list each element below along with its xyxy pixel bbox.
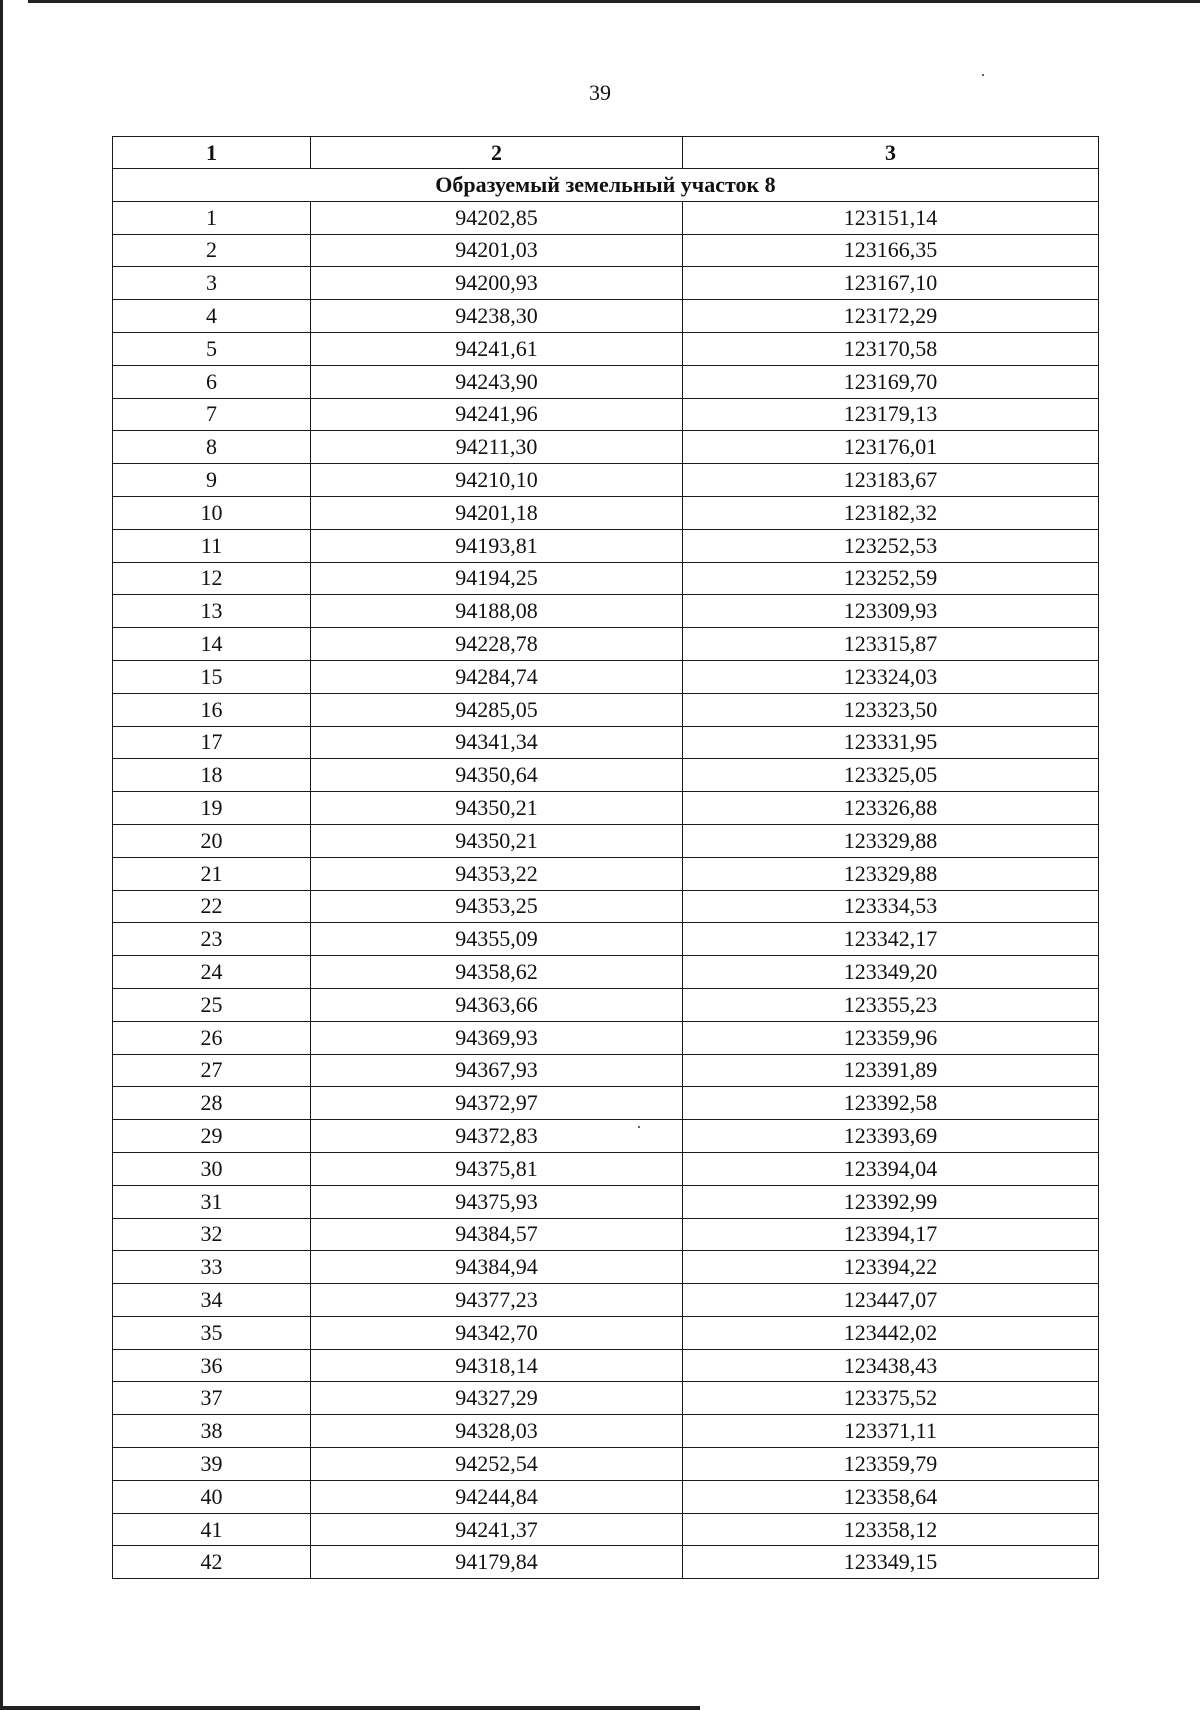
point-number-cell: 32 (113, 1218, 311, 1251)
x-coordinate-cell: 94318,14 (311, 1349, 683, 1382)
point-number-cell: 20 (113, 824, 311, 857)
point-number-cell: 33 (113, 1251, 311, 1284)
point-number-cell: 3 (113, 267, 311, 300)
point-number-cell: 12 (113, 562, 311, 595)
x-coordinate-cell: 94252,54 (311, 1448, 683, 1481)
y-coordinate-cell: 123394,17 (683, 1218, 1099, 1251)
point-number-cell: 39 (113, 1448, 311, 1481)
y-coordinate-cell: 123355,23 (683, 988, 1099, 1021)
table-row (113, 956, 1099, 989)
x-coordinate-cell: 94200,93 (311, 267, 683, 300)
x-coordinate-cell: 94211,30 (311, 431, 683, 464)
x-coordinate-cell: 94350,21 (311, 792, 683, 825)
y-coordinate-cell: 123438,43 (683, 1349, 1099, 1382)
point-number-cell: 26 (113, 1021, 311, 1054)
table-row (113, 1316, 1099, 1349)
x-coordinate-cell: 94363,66 (311, 988, 683, 1021)
point-number-cell: 38 (113, 1415, 311, 1448)
point-number-cell: 36 (113, 1349, 311, 1382)
y-coordinate-cell: 123394,04 (683, 1152, 1099, 1185)
y-coordinate-cell: 123392,58 (683, 1087, 1099, 1120)
y-coordinate-cell: 123393,69 (683, 1120, 1099, 1153)
table-row (113, 562, 1099, 595)
y-coordinate-cell: 123176,01 (683, 431, 1099, 464)
point-number-cell: 2 (113, 234, 311, 267)
y-coordinate-cell: 123183,67 (683, 464, 1099, 497)
point-number-cell: 14 (113, 628, 311, 661)
y-coordinate-cell: 123326,88 (683, 792, 1099, 825)
y-coordinate-cell: 123331,95 (683, 726, 1099, 759)
x-coordinate-cell: 94358,62 (311, 956, 683, 989)
table-row (113, 1415, 1099, 1448)
y-coordinate-cell: 123325,05 (683, 759, 1099, 792)
point-number-cell: 7 (113, 398, 311, 431)
y-coordinate-cell: 123391,89 (683, 1054, 1099, 1087)
x-coordinate-cell: 94372,83 (311, 1120, 683, 1153)
point-number-cell: 8 (113, 431, 311, 464)
column-header-x: 2 (311, 137, 683, 169)
table-row (113, 1087, 1099, 1120)
table-row (113, 792, 1099, 825)
y-coordinate-cell: 123375,52 (683, 1382, 1099, 1415)
x-coordinate-cell: 94210,10 (311, 464, 683, 497)
column-header-point-number: 1 (113, 137, 311, 169)
x-coordinate-cell: 94241,61 (311, 332, 683, 365)
y-coordinate-cell: 123442,02 (683, 1316, 1099, 1349)
x-coordinate-cell: 94244,84 (311, 1480, 683, 1513)
x-coordinate-cell: 94241,96 (311, 398, 683, 431)
y-coordinate-cell: 123151,14 (683, 201, 1099, 234)
point-number-cell: 34 (113, 1284, 311, 1317)
point-number-cell: 23 (113, 923, 311, 956)
table-row (113, 1120, 1099, 1153)
table-row (113, 988, 1099, 1021)
y-coordinate-cell: 123170,58 (683, 332, 1099, 365)
x-coordinate-cell: 94284,74 (311, 660, 683, 693)
point-number-cell: 1 (113, 201, 311, 234)
point-number-cell: 19 (113, 792, 311, 825)
y-coordinate-cell: 123349,20 (683, 956, 1099, 989)
table-row (113, 1185, 1099, 1218)
x-coordinate-cell: 94238,30 (311, 300, 683, 333)
x-coordinate-cell: 94384,94 (311, 1251, 683, 1284)
x-coordinate-cell: 94285,05 (311, 693, 683, 726)
table-row (113, 1251, 1099, 1284)
table-row (113, 1448, 1099, 1481)
table-row (113, 234, 1099, 267)
scan-edge-left (0, 0, 3, 1710)
y-coordinate-cell: 123324,03 (683, 660, 1099, 693)
x-coordinate-cell: 94243,90 (311, 365, 683, 398)
section-title: Образуемый земельный участок 8 (113, 169, 1099, 202)
x-coordinate-cell: 94350,64 (311, 759, 683, 792)
x-coordinate-cell: 94202,85 (311, 201, 683, 234)
table-row (113, 300, 1099, 333)
y-coordinate-cell: 123329,88 (683, 824, 1099, 857)
point-number-cell: 16 (113, 693, 311, 726)
y-coordinate-cell: 123166,35 (683, 234, 1099, 267)
table-row (113, 1218, 1099, 1251)
point-number-cell: 6 (113, 365, 311, 398)
y-coordinate-cell: 123179,13 (683, 398, 1099, 431)
table-row (113, 1054, 1099, 1087)
x-coordinate-cell: 94201,18 (311, 496, 683, 529)
y-coordinate-cell: 123315,87 (683, 628, 1099, 661)
point-number-cell: 4 (113, 300, 311, 333)
table-row (113, 1513, 1099, 1546)
table-row (113, 857, 1099, 890)
scan-edge-top (28, 0, 1200, 3)
x-coordinate-cell: 94355,09 (311, 923, 683, 956)
x-coordinate-cell: 94369,93 (311, 1021, 683, 1054)
coordinates-table (112, 136, 1099, 1579)
x-coordinate-cell: 94342,70 (311, 1316, 683, 1349)
y-coordinate-cell: 123309,93 (683, 595, 1099, 628)
point-number-cell: 31 (113, 1185, 311, 1218)
point-number-cell: 18 (113, 759, 311, 792)
x-coordinate-cell: 94327,29 (311, 1382, 683, 1415)
table-row (113, 464, 1099, 497)
y-coordinate-cell: 123371,11 (683, 1415, 1099, 1448)
point-number-cell: 21 (113, 857, 311, 890)
point-number-cell: 25 (113, 988, 311, 1021)
x-coordinate-cell: 94341,34 (311, 726, 683, 759)
page-number: 39 (589, 80, 611, 105)
table-row (113, 759, 1099, 792)
y-coordinate-cell: 123392,99 (683, 1185, 1099, 1218)
table-header-row (113, 137, 1099, 169)
point-number-cell: 27 (113, 1054, 311, 1087)
table-row (113, 201, 1099, 234)
scan-speck (982, 74, 984, 76)
y-coordinate-cell: 123358,12 (683, 1513, 1099, 1546)
x-coordinate-cell: 94377,23 (311, 1284, 683, 1317)
point-number-cell: 17 (113, 726, 311, 759)
point-number-cell: 22 (113, 890, 311, 923)
y-coordinate-cell: 123167,10 (683, 267, 1099, 300)
y-coordinate-cell: 123252,59 (683, 562, 1099, 595)
point-number-cell: 42 (113, 1546, 311, 1579)
y-coordinate-cell: 123329,88 (683, 857, 1099, 890)
y-coordinate-cell: 123447,07 (683, 1284, 1099, 1317)
table-body (113, 169, 1099, 1579)
table-row (113, 1152, 1099, 1185)
table-row (113, 496, 1099, 529)
x-coordinate-cell: 94372,97 (311, 1087, 683, 1120)
point-number-cell: 5 (113, 332, 311, 365)
y-coordinate-cell: 123334,53 (683, 890, 1099, 923)
x-coordinate-cell: 94241,37 (311, 1513, 683, 1546)
table-row (113, 529, 1099, 562)
point-number-cell: 29 (113, 1120, 311, 1153)
point-number-cell: 28 (113, 1087, 311, 1120)
table-row (113, 332, 1099, 365)
table-row (113, 267, 1099, 300)
table-row (113, 693, 1099, 726)
table-row (113, 890, 1099, 923)
table-row (113, 726, 1099, 759)
y-coordinate-cell: 123182,32 (683, 496, 1099, 529)
y-coordinate-cell: 123169,70 (683, 365, 1099, 398)
y-coordinate-cell: 123172,29 (683, 300, 1099, 333)
x-coordinate-cell: 94375,81 (311, 1152, 683, 1185)
table-row (113, 1284, 1099, 1317)
point-number-cell: 37 (113, 1382, 311, 1415)
x-coordinate-cell: 94353,25 (311, 890, 683, 923)
point-number-cell: 9 (113, 464, 311, 497)
point-number-cell: 15 (113, 660, 311, 693)
table-row (113, 824, 1099, 857)
table-row (113, 595, 1099, 628)
table-row (113, 1382, 1099, 1415)
x-coordinate-cell: 94375,93 (311, 1185, 683, 1218)
table-row (113, 1480, 1099, 1513)
table-row (113, 1546, 1099, 1579)
table-row (113, 923, 1099, 956)
y-coordinate-cell: 123342,17 (683, 923, 1099, 956)
x-coordinate-cell: 94179,84 (311, 1546, 683, 1579)
table-row (113, 660, 1099, 693)
y-coordinate-cell: 123359,96 (683, 1021, 1099, 1054)
table-row (113, 431, 1099, 464)
x-coordinate-cell: 94353,22 (311, 857, 683, 890)
x-coordinate-cell: 94201,03 (311, 234, 683, 267)
y-coordinate-cell: 123252,53 (683, 529, 1099, 562)
point-number-cell: 41 (113, 1513, 311, 1546)
x-coordinate-cell: 94193,81 (311, 529, 683, 562)
point-number-cell: 24 (113, 956, 311, 989)
table-row (113, 1349, 1099, 1382)
point-number-cell: 13 (113, 595, 311, 628)
point-number-cell: 30 (113, 1152, 311, 1185)
x-coordinate-cell: 94228,78 (311, 628, 683, 661)
point-number-cell: 40 (113, 1480, 311, 1513)
y-coordinate-cell: 123358,64 (683, 1480, 1099, 1513)
section-title-row (113, 169, 1099, 202)
x-coordinate-cell: 94188,08 (311, 595, 683, 628)
point-number-cell: 10 (113, 496, 311, 529)
table-row (113, 1021, 1099, 1054)
table-row (113, 365, 1099, 398)
point-number-cell: 35 (113, 1316, 311, 1349)
y-coordinate-cell: 123349,15 (683, 1546, 1099, 1579)
x-coordinate-cell: 94350,21 (311, 824, 683, 857)
x-coordinate-cell: 94194,25 (311, 562, 683, 595)
y-coordinate-cell: 123359,79 (683, 1448, 1099, 1481)
point-number-cell: 11 (113, 529, 311, 562)
x-coordinate-cell: 94328,03 (311, 1415, 683, 1448)
table-row (113, 628, 1099, 661)
x-coordinate-cell: 94367,93 (311, 1054, 683, 1087)
table-row (113, 398, 1099, 431)
column-header-y: 3 (683, 137, 1099, 169)
y-coordinate-cell: 123394,22 (683, 1251, 1099, 1284)
scan-edge-bottom (0, 1706, 700, 1710)
x-coordinate-cell: 94384,57 (311, 1218, 683, 1251)
y-coordinate-cell: 123323,50 (683, 693, 1099, 726)
